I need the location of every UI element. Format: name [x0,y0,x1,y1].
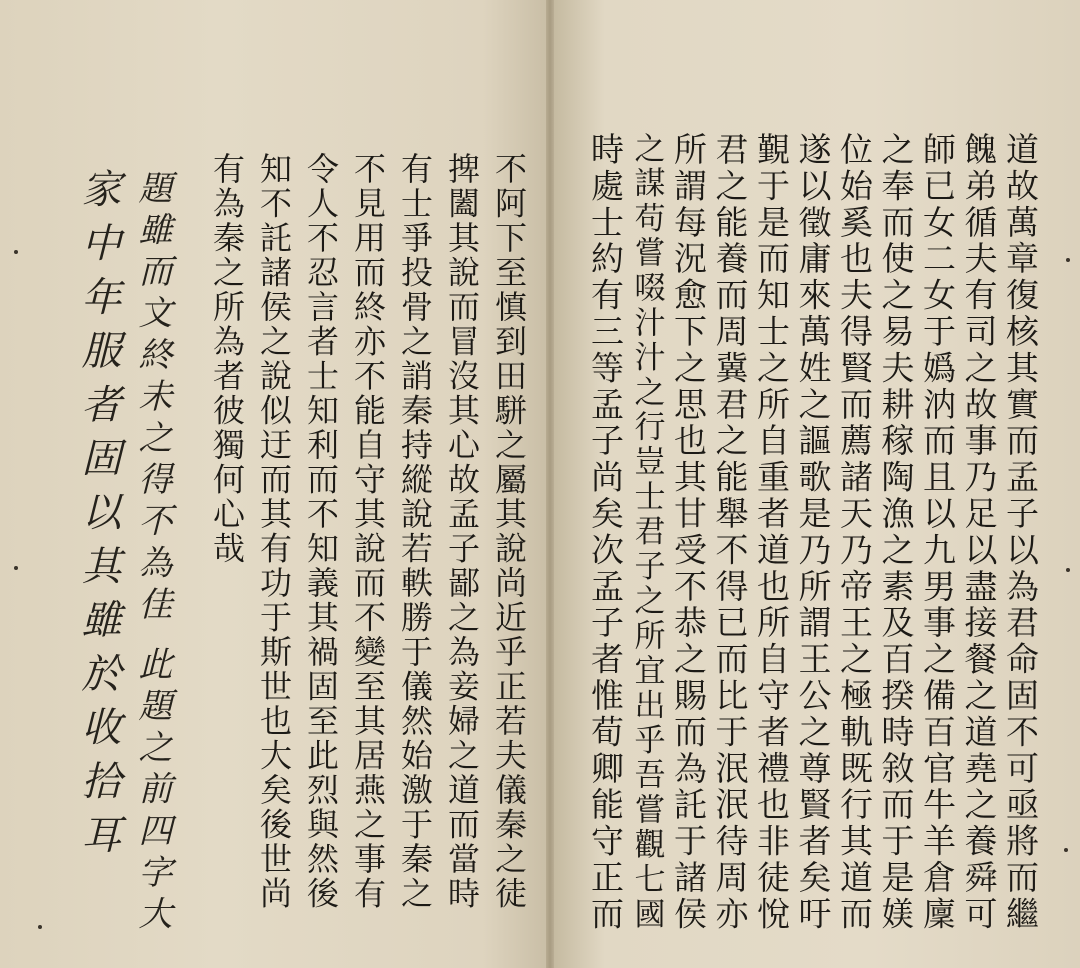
right-page-column-4: 之奉而使之易夫耕稼陶漁之素及百揆時敘而于是媄 [876,132,916,933]
ink-speck [14,566,18,570]
annotation-column-2: 家中年服者固以其雖於收拾耳 [75,168,121,868]
right-page-column-1: 道故萬章復核其實而孟子以為君命固不可亟將而繼 [1001,132,1040,933]
right-page-column-9: 所謂每況愈下之思也其甘受不恭之賜而為託于諸侯 [669,132,708,933]
left-page-column-4: 不見用而終亦不能自守其說而不變至其居燕之事有 [349,152,387,911]
right-page-column-2: 餽弟循夫有司之故事乃足以盡接餐之道堯之養舜可 [959,132,999,933]
right-page-column-8: 君之能養而周冀君之能舉不得已而比于泯泯待周亦 [710,132,750,933]
left-page-column-7: 有為秦之所為者彼獨何心哉 [208,152,246,566]
ink-speck [1064,848,1068,852]
right-page-column-5: 位始奚也夫得賢而薦諸天乃帝王之極軌既行其道而 [835,132,874,933]
ink-speck [38,925,42,929]
left-page-column-5: 令人不忍言者士知利而不知義其禍固至此烈與然後 [302,152,340,911]
ink-speck [1066,568,1070,572]
ink-speck [1066,258,1070,262]
annotation-column-1: 題雖而文終未之得不為佳 此題之前四字大 [132,170,172,938]
right-page-column-6: 遂以徵庸來萬姓之謳歌是乃所謂王公之尊賢者矣吁 [793,132,833,933]
right-page-column-11: 時處士約有三等孟子尚矣次孟子者惟荀卿能守正而 [586,132,625,933]
left-page-column-1: 不阿下至慎到田駢之屬其說尚近乎正若夫儀秦之徒 [490,152,528,911]
right-page-column-10: 之謀苟嘗啜汁汁之行豈士君子之所宜出乎吾嘗觀七國 [628,132,665,933]
book-gutter [546,0,554,968]
left-page-column-6: 知不託諸侯之說似迂而其有功于斯世也大矣後世尚 [255,152,293,911]
left-page-column-3: 有士爭投骨之誚秦持縱說若軼勝于儀然始激于秦之 [396,152,434,911]
right-page-column-7: 覲于是而知士之所自重者道也所自守者禮也非徒悅 [752,132,791,933]
left-page-column-2: 捭闔其說而冒沒其心故孟子鄙之為妾婦之道而當時 [443,152,481,911]
ink-speck [14,250,18,254]
right-page-column-3: 師已女二女于嬀汭而且以九男事之備百官牛羊倉廩 [918,132,957,933]
